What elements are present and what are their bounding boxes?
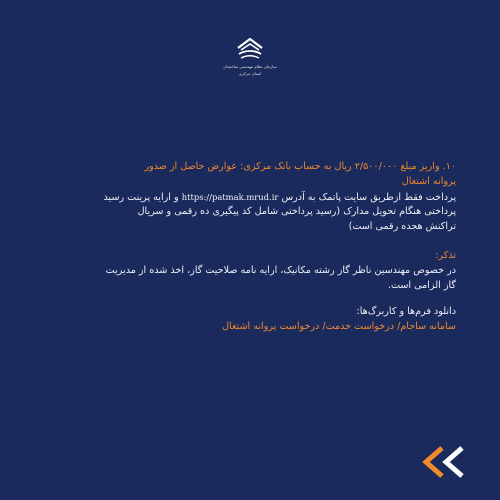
content-body xyxy=(40,160,456,335)
section-10-body-line3: تراکنش هجده رقمی است) xyxy=(348,221,456,233)
logo-province-line: استان مرکزی xyxy=(238,71,262,76)
double-chevron-left-icon xyxy=(420,445,468,479)
section-10-body-line2: پرداختی هنگام تحویل مدارک (رسید پرداختی شامل کد پیگیری ده رقمی و سریال xyxy=(137,206,456,218)
downloads-path: سامانه ساجام/ درخواست خدمت/ درخواست پروانه اشتغال xyxy=(222,321,456,333)
logo-emblem-icon xyxy=(235,36,265,62)
organization-logo xyxy=(222,36,278,84)
section-10-body-line1 xyxy=(40,190,456,206)
reminder-line2: گاز الزامی است. xyxy=(387,279,456,291)
downloads-heading: دانلود فرم‌ها و کاربرگ‌ها: xyxy=(356,306,456,318)
logo-name-line: سازمان نظام مهندسی ساختمان xyxy=(223,64,277,69)
reminder-heading: تذکر: xyxy=(435,249,456,261)
section-10-heading-line1: ۱۰. واریز مبلغ ۲/۵۰۰/۰۰۰ ریال به حساب بانک مرکزی: عوارض حاصل از صدور xyxy=(144,161,456,172)
section-10-heading-line2: پروانه اشتغال xyxy=(401,175,456,187)
reminder-line1: در خصوص مهندسین ناظر گاز رشته مکانیک، ارایه نامه صلاحیت گاز، اخذ شده از مدیریت xyxy=(105,264,456,276)
payment-receipt-text: و ارایه پرینت رسید xyxy=(103,191,179,203)
payment-instruction-text: پرداخت فقط ازطریق سایت پاتمک به آدرس xyxy=(281,191,456,203)
patmak-url: https://patmak.mrud.ir xyxy=(181,191,279,202)
